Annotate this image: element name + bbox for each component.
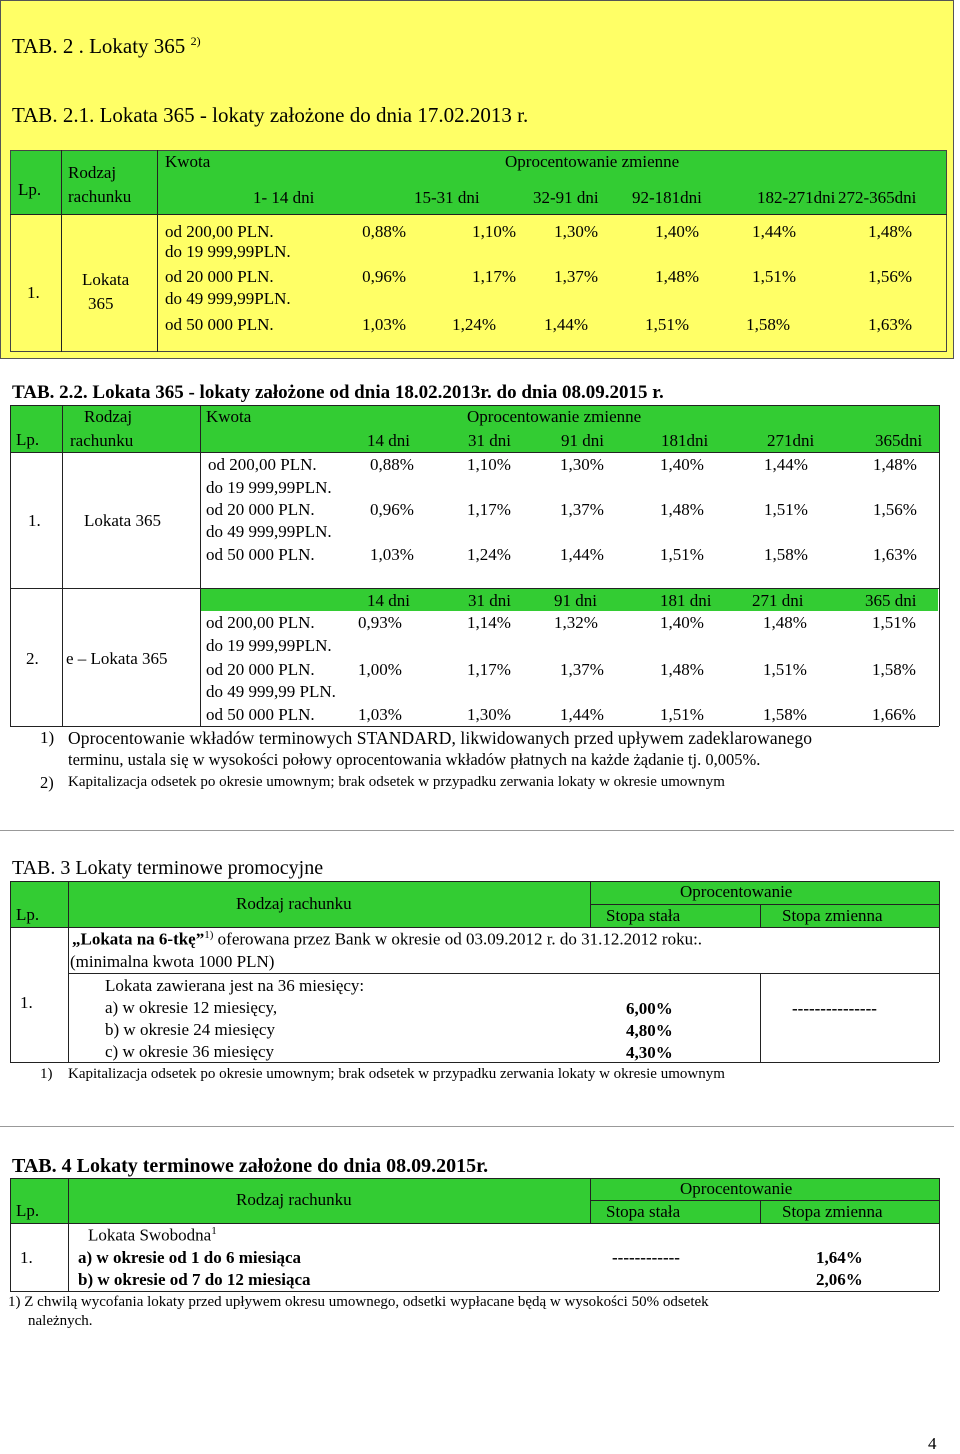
tab3-item-a: a) w okresie 12 miesięcy, [105,998,278,1017]
tab22-row3-rate-1: 1,03% [370,545,414,564]
tab21-lp-header: Lp. [18,180,42,199]
tab22-row2-rate-2: 1,17% [467,500,511,519]
tab21-row3-rate-1: 1,03% [362,315,406,334]
tab4-note-line2: należnych. [28,1313,93,1329]
tab22-e-row1-rate-3: 1,32% [554,613,598,632]
page-number: 4 [928,1434,937,1453]
tab22-period2-2: 31 dni [468,591,511,610]
tab22-row1-rate-2: 1,10% [467,455,511,474]
tab3-item-c: c) w okresie 36 miesięcy [105,1042,274,1061]
tab4-row-lp: 1. [20,1248,33,1267]
tab21-row3-rate-3: 1,44% [544,315,588,334]
tab4-stala-a: ------------ [612,1248,680,1267]
tab22-row2-rate-6: 1,56% [873,500,917,519]
tab21-row3-amount-1: od 50 000 PLN. [165,315,274,334]
tab22-row-lp: 1. [28,511,41,530]
tab22-row1-amount-2: do 19 999,99PLN. [206,478,332,497]
tab21-row2-rate-6: 1,56% [868,267,912,286]
tab21-period-5: 182-271dni [757,188,836,207]
tab4-item-a: a) w okresie od 1 do 6 miesiąca [78,1248,302,1267]
tab22-note1-line1: Oprocentowanie wkładów terminowych STANDARD, likwidowanych przed upływem zadeklarowanego [68,728,813,748]
tab4-zmienna-header: Stopa zmienna [782,1202,883,1221]
tab21-period-2: 15-31 dni [414,188,480,207]
tab22-period-6: 365dni [875,431,923,450]
tab22-row2-amount-2: do 49 999,99PLN. [206,522,332,541]
tab22-e-row2-rate-6: 1,58% [872,660,916,679]
tab22-e-row2-rate-3: 1,37% [560,660,604,679]
tab22-note2-num: 2) [40,773,54,792]
tab3-stala-header: Stopa stała [606,906,681,925]
tab22-row2-rate-3: 1,37% [560,500,604,519]
tab3-rate-a: 6,00% [626,999,673,1018]
tab22-e-row3-amount-1: od 50 000 PLN. [206,705,315,724]
tab21-row3-rate-6: 1,63% [868,315,912,334]
tab21-row2-rate-2: 1,17% [472,267,516,286]
tab3-oproc-header: Oprocentowanie [680,882,793,901]
tab22-row1-amount-1: od 200,00 PLN. [208,455,317,474]
tab22-period-2: 31 dni [468,431,511,450]
tab3-item-b: b) w okresie 24 miesięcy [105,1020,275,1039]
tab22-e-row1-amount-1: od 200,00 PLN. [206,613,315,632]
tab21-row2-rate-5: 1,51% [752,267,796,286]
tab4-item-b: b) w okresie od 7 do 12 miesiąca [78,1270,311,1289]
tab22-e-row3-rate-4: 1,51% [660,705,704,724]
tab21-title: TAB. 2.1. Lokata 365 - lokaty założone do dnia 17.02.2013 r. [12,103,529,127]
tab21-period-4: 92-181dni [632,188,702,207]
tab21-row1-rate-2: 1,10% [472,222,516,241]
tab3-rate-b: 4,80% [626,1021,673,1040]
tab4-stala-header: Stopa stała [606,1202,681,1221]
tab22-e-row3-rate-2: 1,30% [467,705,511,724]
tab22-row3-rate-6: 1,63% [873,545,917,564]
tab3-title: TAB. 3 Lokaty terminowe promocyjne [12,857,324,879]
tab22-e-row2-rate-2: 1,17% [467,660,511,679]
tab3-line2: (minimalna kwota 1000 PLN) [70,952,275,971]
tab22-e-row2-rate-4: 1,48% [660,660,704,679]
tab22-period-4: 181dni [661,431,709,450]
tab22-row2-name: e – Lokata 365 [66,649,168,668]
tab3-line1: „Lokata na 6-tkę”$^{1)}$ oferowana przez Bank w okresie od 03.09.2012 r. do 31.12.2012 roku:. [72,929,703,949]
tab22-note1-line2: terminu, ustala się w wysokości połowy oprocentowania wkładów płatnych na każde żądanie tj. 0,005%. [68,750,761,769]
tab21-period-1: 1- 14 dni [253,188,315,207]
tab22-period2-5: 271 dni [752,591,804,610]
tab2-title: TAB. 2 . Lokaty 365 $^{2)}$ [12,34,201,58]
tab21-row3-rate-4: 1,51% [645,315,689,334]
tab22-row-name: Lokata 365 [84,511,161,530]
tab21-row1-rate-5: 1,44% [752,222,796,241]
tab3-row-lp: 1. [20,993,33,1012]
tab22-row3-rate-5: 1,58% [764,545,808,564]
tab22-row2-amount-1: od 20 000 PLN. [206,500,315,519]
tab21-row1-amount-2: do 19 999,99PLN. [165,242,291,261]
tab22-e-row2-amount-2: do 49 999,99 PLN. [206,682,336,701]
tab21-kwota-header: Kwota [165,152,211,171]
tab3-line3: Lokata zawierana jest na 36 miesięcy: [105,976,365,995]
tab21-row2-amount-1: od 20 000 PLN. [165,267,274,286]
tab22-lp-header: Lp. [16,430,40,449]
tab22-e-row2-amount-1: od 20 000 PLN. [206,660,315,679]
tab21-row3-rate-5: 1,58% [746,315,790,334]
tab22-period-5: 271dni [767,431,815,450]
tab22-row1-rate-6: 1,48% [873,455,917,474]
tab22-row1-rate-1: 0,88% [370,455,414,474]
tab21-row2-rate-3: 1,37% [554,267,598,286]
tab22-e-row1-rate-6: 1,51% [872,613,916,632]
tab4-zmienna-b: 2,06% [816,1270,863,1289]
tab4-rodzaj-header: Rodzaj rachunku [236,1190,352,1209]
tab21-period-6: 272-365dni [838,188,917,207]
tab21-row1-rate-6: 1,48% [868,222,912,241]
tab22-period2-6: 365 dni [865,591,917,610]
tab22-note1-num: 1) [40,728,55,747]
tab21-row1-amount-1: od 200,00 PLN. [165,222,274,241]
tab21-row3-rate-2: 1,24% [452,315,496,334]
tab21-row2-rate-4: 1,48% [655,267,699,286]
tab22-e-row1-rate-2: 1,14% [467,613,511,632]
tab22-oproc-header: Oprocentowanie zmienne [467,407,642,426]
tab22-row1-rate-3: 1,30% [560,455,604,474]
tab4-lp-header: Lp. [16,1201,40,1220]
tab4-oproc-header: Oprocentowanie [680,1179,793,1198]
tab21-row1-rate-4: 1,40% [655,222,699,241]
tab22-kwota-header: Kwota [206,407,252,426]
tab3-lp-header: Lp. [16,905,40,924]
tab22-row2-rate-4: 1,48% [660,500,704,519]
tab3-rate-c: 4,30% [626,1043,673,1062]
tab22-row3-rate-3: 1,44% [560,545,604,564]
tab22-rodzaj-header: Rodzaj [84,407,133,426]
tab22-row2-rate-5: 1,51% [764,500,808,519]
tab22-row2-rate-1: 0,96% [370,500,414,519]
tab4-name: Lokata Swobodna$^1$ [88,1225,217,1245]
tab4-note-line1: 1) Z chwilą wycofania lokaty przed upływem okresu umownego, odsetki wypłacane będą w wysokości 50% odsetek [8,1294,709,1310]
tab22-e-row1-amount-2: do 19 999,99PLN. [206,636,332,655]
tab3-rodzaj-header: Rodzaj rachunku [236,894,352,913]
tab22-e-row3-rate-5: 1,58% [763,705,807,724]
tab21-oproc-header: Oprocentowanie zmienne [505,152,680,171]
tab21-row-lp: 1. [27,283,40,302]
tab22-note2: Kapitalizacja odsetek po okresie umownym; brak odsetek w przypadku zerwania lokaty w okresie umownym [68,774,725,790]
tab22-e-row2-rate-1: 1,00% [358,660,402,679]
tab21-row1-rate-1: 0,88% [362,222,406,241]
tab21-row2-amount-2: do 49 999,99PLN. [165,289,291,308]
tab22-row3-rate-2: 1,24% [467,545,511,564]
tab22-row1-rate-4: 1,40% [660,455,704,474]
tab22-row2-lp: 2. [26,649,39,668]
tab22-e-row3-rate-3: 1,44% [560,705,604,724]
tab22-period-1: 14 dni [367,431,410,450]
tab22-rachunku-header: rachunku [70,431,134,450]
tab22-period2-4: 181 dni [660,591,712,610]
tab3-note-num: 1) [40,1066,53,1082]
tab22-period-3: 91 dni [561,431,604,450]
tab22-e-row3-rate-6: 1,66% [872,705,916,724]
tab3-zmienna-value: --------------- [792,999,877,1018]
tab22-period2-3: 91 dni [554,591,597,610]
tab22-row3-amount-1: od 50 000 PLN. [206,545,315,564]
tab22-title: TAB. 2.2. Lokata 365 - lokaty założone od dnia 18.02.2013r. do dnia 08.09.2015 r. [12,382,664,403]
tab4-zmienna-a: 1,64% [816,1248,863,1267]
tab21-row1-rate-3: 1,30% [554,222,598,241]
tab3-zmienna-header: Stopa zmienna [782,906,883,925]
tab21-period-3: 32-91 dni [533,188,599,207]
tab22-row1-rate-5: 1,44% [764,455,808,474]
tab22-e-row1-rate-5: 1,48% [763,613,807,632]
tab22-e-row1-rate-1: 0,93% [358,613,402,632]
tab22-row3-rate-4: 1,51% [660,545,704,564]
tab21-row-name-1: Lokata [82,270,130,289]
tab22-e-row3-rate-1: 1,03% [358,705,402,724]
tab22-e-row1-rate-4: 1,40% [660,613,704,632]
tab3-note: Kapitalizacja odsetek po okresie umownym; brak odsetek w przypadku zerwania lokaty w okresie umownym [68,1066,725,1082]
tab22-e-row2-rate-5: 1,51% [763,660,807,679]
tab22-period2-1: 14 dni [367,591,410,610]
tab4-title: TAB. 4 Lokaty terminowe założone do dnia 08.09.2015r. [12,1155,489,1177]
tab21-rodzaj-header: Rodzaj [68,163,117,182]
tab21-row-name-2: 365 [88,294,114,313]
tab21-row2-rate-1: 0,96% [362,267,406,286]
tab21-rachunku-header: rachunku [68,187,132,206]
